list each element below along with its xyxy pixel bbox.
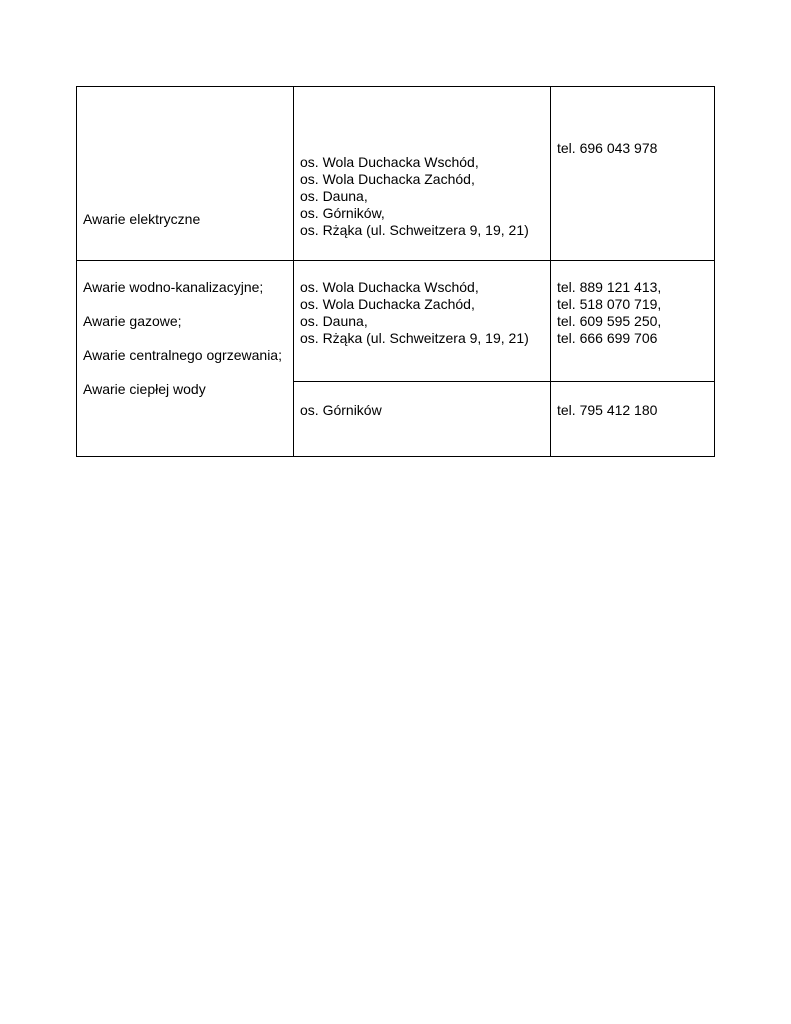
emergency-contacts-table xyxy=(76,86,715,457)
phone-number: tel. 518 070 719, xyxy=(557,296,662,312)
category-label: Awarie gazowe; xyxy=(83,313,182,329)
area-line: os. Dauna, xyxy=(300,188,368,204)
category-label: Awarie wodno-kanalizacyjne; xyxy=(83,279,264,295)
area-cell xyxy=(294,87,551,261)
area-line: os. Rżąka (ul. Schweitzera 9, 19, 21) xyxy=(300,222,529,238)
phone-number: tel. 696 043 978 xyxy=(557,140,658,156)
category-label: Awarie centralnego ogrzewania; xyxy=(83,347,282,363)
category-cell xyxy=(77,261,294,457)
category-label: Awarie ciepłej wody xyxy=(83,381,206,397)
area-cell xyxy=(294,382,551,457)
phone-cell xyxy=(551,87,715,261)
phone-number: tel. 609 595 250, xyxy=(557,313,662,329)
area-cell xyxy=(294,261,551,382)
area-line: os. Wola Duchacka Zachód, xyxy=(300,171,475,187)
area-line: os. Wola Duchacka Wschód, xyxy=(300,154,479,170)
phone-number: tel. 666 699 706 xyxy=(557,330,658,346)
area-line: os. Dauna, xyxy=(300,313,368,329)
phone-number: tel. 795 412 180 xyxy=(557,402,658,418)
area-line: os. Górników, xyxy=(300,205,385,221)
category-label: Awarie elektryczne xyxy=(83,211,201,227)
phone-cell xyxy=(551,261,715,382)
table-row xyxy=(77,261,715,382)
category-cell xyxy=(77,87,294,261)
area-line: os. Wola Duchacka Wschód, xyxy=(300,279,479,295)
area-line: os. Rżąka (ul. Schweitzera 9, 19, 21) xyxy=(300,330,529,346)
area-line: os. Wola Duchacka Zachód, xyxy=(300,296,475,312)
phone-cell xyxy=(551,382,715,457)
phone-number: tel. 889 121 413, xyxy=(557,279,662,295)
table-row xyxy=(77,87,715,261)
area-line: os. Górników xyxy=(300,402,382,418)
